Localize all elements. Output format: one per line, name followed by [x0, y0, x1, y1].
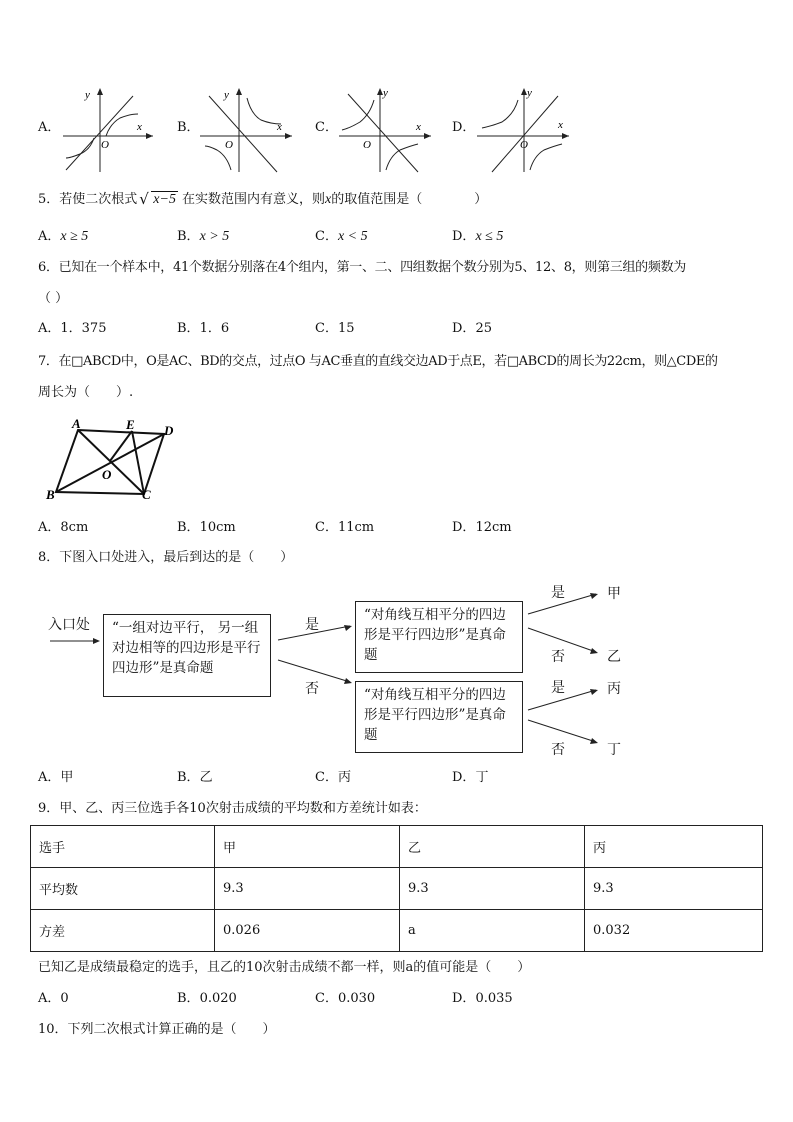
q8-out-ding: 丁 — [607, 742, 621, 758]
q7-parallelogram-figure — [40, 416, 190, 506]
table-cell: 0.032 — [585, 910, 763, 952]
table-cell: 乙 — [400, 826, 585, 868]
q4-d-x: x — [558, 119, 563, 131]
q4-d-o: O — [520, 139, 528, 151]
q4-option-c-label: C． — [315, 120, 338, 135]
q8-stem: 8．下图入口处进入，最后到达的是（ ） — [38, 550, 294, 565]
q8-yes-3: 是 — [551, 680, 565, 696]
table-cell: 丙 — [585, 826, 763, 868]
q5-prefix: 5．若使二次根式 — [38, 192, 138, 207]
q7-label-a: A — [72, 416, 81, 431]
table-cell: 甲 — [215, 826, 400, 868]
q8-option-c[interactable]: C．丙 — [315, 770, 351, 785]
q8-box-yes: “对角线互相平分的四边形是平行四边形”是真命题 — [355, 601, 523, 673]
q4-b-o: O — [225, 139, 233, 151]
q8-yes-1: 是 — [305, 617, 319, 633]
q5-option-d[interactable]: D．x ≤ 5 — [452, 229, 504, 244]
q6-option-b[interactable]: B．1．6 — [177, 321, 230, 336]
q4-c-x: x — [416, 121, 421, 133]
table-row — [31, 868, 763, 910]
table-cell: a — [400, 910, 585, 952]
q4-option-b-label: B． — [177, 120, 200, 135]
q5-middle: 在实数范围内有意义，则 — [181, 192, 325, 207]
q7-label-o: O — [102, 467, 112, 482]
q9-option-a[interactable]: A．0 — [38, 991, 69, 1006]
table-cell: 选手 — [31, 826, 215, 868]
q8-box-no: “对角线互相平分的四边形是平行四边形”是真命题 — [355, 681, 523, 753]
q4-option-d-label: D． — [452, 120, 476, 135]
q4-b-x: x — [277, 121, 282, 133]
q8-out-jia: 甲 — [607, 586, 621, 602]
q4-a-y: y — [85, 89, 90, 101]
table-cell: 平均数 — [31, 868, 215, 910]
q5-radical: √ x−5 — [139, 190, 176, 208]
q7-option-b[interactable]: B．10cm — [177, 520, 236, 535]
q6-option-d[interactable]: D．25 — [452, 321, 492, 336]
q9-option-d[interactable]: D．0.035 — [452, 991, 513, 1006]
q8-out-bing: 丙 — [607, 681, 621, 697]
q7-option-a[interactable]: A．8cm — [38, 520, 89, 535]
q7-stem-line2: 周长为（ ）. — [38, 385, 134, 400]
q4-b-y: y — [224, 89, 229, 101]
q8-box-start: “一组对边平行， 另一组对边相等的四边形是平行四边形”是真命题 — [103, 614, 271, 697]
q8-no-2: 否 — [551, 649, 565, 665]
q9-after-text: 已知乙是成绩最稳定的选手，且乙的10次射击成绩不都一样，则a的值可能是（ ） — [38, 960, 531, 975]
q4-option-a-label: A． — [38, 120, 61, 135]
table-cell: 方差 — [31, 910, 215, 952]
q7-option-c[interactable]: C．11cm — [315, 520, 375, 535]
q5-option-a[interactable]: A．x ≥ 5 — [38, 229, 89, 244]
q4-a-o: O — [101, 139, 109, 151]
q9-stats-table — [30, 825, 763, 952]
q7-label-e: E — [126, 417, 135, 432]
q8-no-1: 否 — [305, 681, 319, 697]
q7-stem-line1: 7．在□ABCD中，O是AC、BD的交点，过点O 与AC垂直的直线交边AD于点E，若□ABCD的周长为22cm，则△CDE的 — [38, 354, 718, 369]
q4-graph-a — [58, 84, 158, 174]
q8-out-yi: 乙 — [607, 649, 621, 665]
q8-entry-label: 入口处 — [48, 617, 90, 633]
q4-graph-c — [336, 84, 436, 174]
q8-option-d[interactable]: D．丁 — [452, 770, 489, 785]
table-cell: 9.3 — [400, 868, 585, 910]
q7-option-d[interactable]: D．12cm — [452, 520, 512, 535]
table-cell: 9.3 — [585, 868, 763, 910]
q5-option-b[interactable]: B．x > 5 — [177, 229, 230, 244]
q9-option-b[interactable]: B．0.020 — [177, 991, 237, 1006]
q7-label-b: B — [46, 487, 55, 502]
q8-option-a[interactable]: A．甲 — [38, 770, 74, 785]
q5-suffix: 的取值范围是（ ） — [331, 192, 488, 207]
q7-label-d: D — [164, 423, 174, 438]
q8-no-3: 否 — [551, 742, 565, 758]
q10-stem: 10．下列二次根式计算正确的是（ ） — [38, 1022, 276, 1037]
q4-graph-d — [474, 84, 574, 174]
q8-yes-2: 是 — [551, 585, 565, 601]
q4-graph-b — [197, 84, 297, 174]
q5-stem — [38, 191, 487, 209]
table-cell: 0.026 — [215, 910, 400, 952]
q5-var: x — [324, 192, 332, 207]
table-row — [31, 910, 763, 952]
q9-stem: 9．甲、乙、丙三位选手各10次射击成绩的平均数和方差统计如表： — [38, 801, 427, 816]
q7-label-c: C — [142, 487, 151, 502]
q5-option-c[interactable]: C．x < 5 — [315, 229, 368, 244]
q8-option-b[interactable]: B．乙 — [177, 770, 213, 785]
q6-stem-line1: 6．已知在一个样本中，41个数据分别落在4个组内，第一、二、四组数据个数分别为5、12、8，则第三组的频数为 — [38, 260, 686, 275]
q6-stem-line2: （ ） — [38, 291, 69, 306]
table-row — [31, 826, 763, 868]
q6-option-c[interactable]: C．15 — [315, 321, 355, 336]
q4-c-o: O — [363, 139, 371, 151]
q4-d-y: y — [527, 87, 532, 99]
q4-a-x: x — [137, 121, 142, 133]
q9-option-c[interactable]: C．0.030 — [315, 991, 376, 1006]
q6-option-a[interactable]: A．1．375 — [38, 321, 107, 336]
q4-c-y: y — [383, 87, 388, 99]
table-cell: 9.3 — [215, 868, 400, 910]
